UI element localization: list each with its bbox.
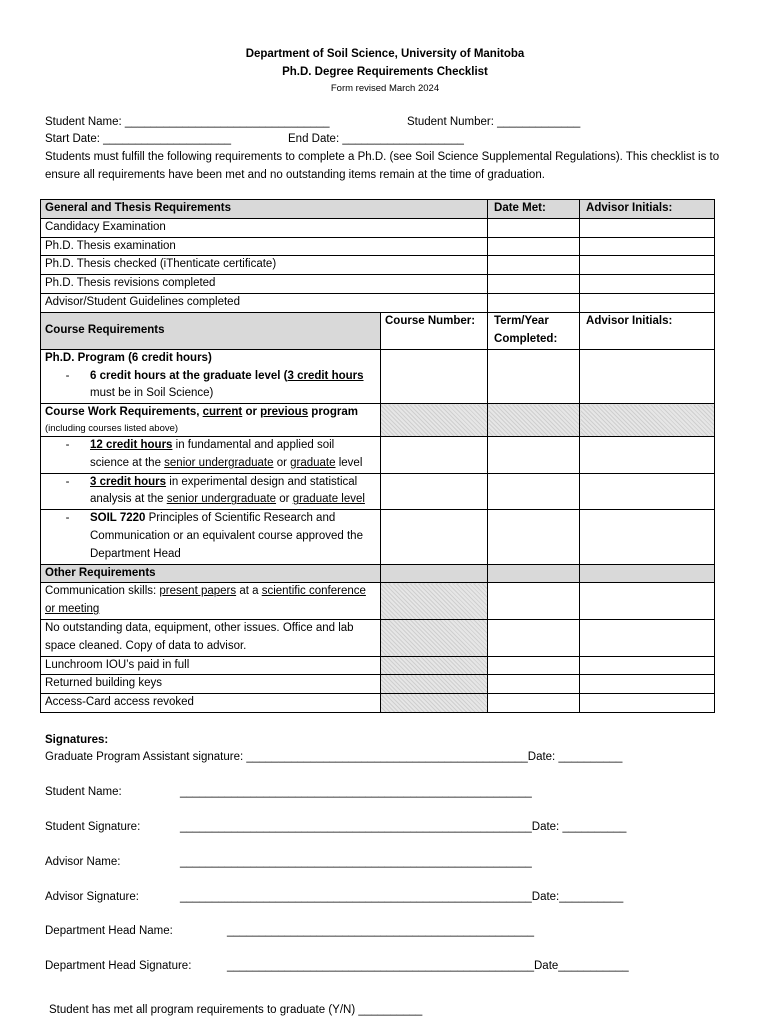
general-header: General and Thesis Requirements bbox=[41, 200, 488, 219]
other-item: Access-Card access revoked bbox=[41, 694, 381, 713]
date-met-cell[interactable] bbox=[488, 275, 580, 294]
other-item: Returned building keys bbox=[41, 675, 381, 694]
term-year-header: Term/Year Completed: bbox=[488, 312, 580, 349]
initials-cell[interactable] bbox=[580, 583, 715, 620]
table-row bbox=[41, 694, 715, 713]
course-work-cell bbox=[41, 404, 381, 437]
shaded-cell bbox=[381, 404, 488, 437]
course-work-text-a: Course Work Requirements, bbox=[45, 406, 203, 419]
gpa-signature-line[interactable]: Graduate Program Assistant signature: ____________________________________________Date: __________ bbox=[45, 751, 623, 763]
grad-level-text-a: 6 credit hours at the graduate level ( bbox=[90, 369, 288, 382]
general-header-row bbox=[41, 200, 715, 219]
term-year-cell[interactable] bbox=[488, 583, 580, 620]
initials-cell[interactable] bbox=[580, 256, 715, 275]
student-number-field[interactable]: Student Number: _____________ bbox=[407, 116, 581, 128]
bullet-cell bbox=[41, 473, 381, 510]
bullet-cell bbox=[41, 436, 381, 473]
phd-program-label: Ph.D. Program (6 credit hours) bbox=[45, 351, 212, 364]
initials-cell[interactable] bbox=[580, 275, 715, 294]
term-year-cell[interactable] bbox=[488, 675, 580, 694]
shaded-cell bbox=[381, 656, 488, 675]
general-item: Ph.D. Thesis checked (iThenticate certificate) bbox=[41, 256, 488, 275]
advisor-initials-header: Advisor Initials: bbox=[580, 200, 715, 219]
phd-program-cell bbox=[41, 349, 381, 403]
date-met-cell[interactable] bbox=[488, 218, 580, 237]
course-number-cell[interactable] bbox=[381, 436, 488, 473]
course-number-header: Course Number: bbox=[381, 312, 488, 349]
date-met-cell[interactable] bbox=[488, 256, 580, 275]
initials-cell[interactable] bbox=[580, 436, 715, 473]
term-year-cell[interactable] bbox=[488, 436, 580, 473]
other-header: Other Requirements bbox=[41, 564, 381, 583]
course-header: Course Requirements bbox=[41, 312, 381, 349]
course-work-text-b: program bbox=[308, 406, 358, 419]
table-row bbox=[41, 237, 715, 256]
comm-text-d: scientific conference or meeting bbox=[45, 585, 366, 616]
b3-text-b: Principles of Scientific Research and Communication or an equivalent course approved the Department Head bbox=[90, 512, 363, 560]
table-row bbox=[41, 275, 715, 294]
shaded-cell bbox=[381, 583, 488, 620]
student-name-field[interactable]: Student Name: ________________________________ bbox=[45, 116, 330, 128]
table-row bbox=[41, 510, 715, 564]
dash-icon: - bbox=[65, 512, 70, 525]
table-row bbox=[41, 218, 715, 237]
student-signature-label: Student Signature: bbox=[45, 821, 141, 833]
start-date-field[interactable]: Start Date: ____________________ bbox=[45, 133, 232, 145]
advisor-name-line[interactable]: _______________________________________________________ bbox=[180, 856, 532, 868]
comm-text-c: at a bbox=[236, 585, 262, 598]
general-item: Candidacy Examination bbox=[41, 218, 488, 237]
b1-text-f: level bbox=[335, 456, 363, 469]
shaded-cell bbox=[381, 675, 488, 694]
term-year-cell[interactable] bbox=[488, 694, 580, 713]
course-work-current: current bbox=[202, 406, 243, 419]
form-title: Department of Soil Science, University of Manitoba bbox=[245, 48, 525, 60]
shaded-cell bbox=[488, 404, 580, 437]
shaded-cell bbox=[381, 619, 488, 656]
advisor-signature-line[interactable]: _______________________________________________________Date:__________ bbox=[180, 891, 624, 903]
head-signature-label: Department Head Signature: bbox=[45, 960, 192, 972]
shaded-cell bbox=[381, 564, 488, 583]
general-item: Ph.D. Thesis examination bbox=[41, 237, 488, 256]
table-row bbox=[41, 619, 715, 656]
advisor-name-label: Advisor Name: bbox=[45, 856, 121, 868]
b2-text-a: 3 credit hours bbox=[90, 475, 167, 488]
dash-icon: - bbox=[65, 369, 70, 382]
initials-cell[interactable] bbox=[580, 237, 715, 256]
graduation-confirmation[interactable]: Student has met all program requirements to graduate (Y/N) __________ bbox=[49, 1004, 423, 1016]
list-item bbox=[45, 510, 376, 563]
term-year-cell[interactable] bbox=[488, 510, 580, 564]
student-name-line[interactable]: _______________________________________________________ bbox=[180, 786, 532, 798]
other-header-row bbox=[41, 564, 715, 583]
initials-cell[interactable] bbox=[580, 473, 715, 510]
table-row bbox=[41, 293, 715, 312]
course-work-previous: previous bbox=[260, 406, 309, 419]
b1-text-b: in fundamental and applied soil science at the bbox=[90, 438, 335, 469]
date-met-header: Date Met: bbox=[488, 200, 580, 219]
table-row bbox=[41, 583, 715, 620]
general-item: Ph.D. Thesis revisions completed bbox=[41, 275, 488, 294]
grad-level-text-c: must be in Soil Science) bbox=[90, 387, 214, 400]
list-item bbox=[45, 474, 376, 510]
course-header-row bbox=[41, 312, 715, 349]
form-subtitle: Ph.D. Degree Requirements Checklist bbox=[282, 66, 488, 78]
grad-level-text-b: 3 credit hours bbox=[287, 369, 364, 382]
initials-cell[interactable] bbox=[580, 675, 715, 694]
course-number-cell[interactable] bbox=[381, 473, 488, 510]
table-row bbox=[41, 256, 715, 275]
dash-icon: - bbox=[65, 475, 70, 488]
table-row bbox=[41, 675, 715, 694]
table-row bbox=[41, 473, 715, 510]
shaded-cell bbox=[381, 694, 488, 713]
signatures-heading: Signatures: bbox=[45, 734, 109, 746]
list-item bbox=[45, 437, 376, 473]
comm-text-a: Communication skills: bbox=[45, 585, 160, 598]
course-work-note: (including courses listed above) bbox=[45, 422, 179, 434]
term-year-cell[interactable] bbox=[488, 473, 580, 510]
course-number-cell[interactable] bbox=[381, 510, 488, 564]
course-number-cell[interactable] bbox=[381, 349, 488, 403]
list-item bbox=[45, 368, 376, 404]
shaded-cell bbox=[580, 404, 715, 437]
b3-text-a: SOIL 7220 bbox=[90, 512, 146, 525]
initials-cell[interactable] bbox=[580, 619, 715, 656]
term-year-cell[interactable] bbox=[488, 349, 580, 403]
advisor-initials-header-2: Advisor Initials: bbox=[580, 312, 715, 349]
table-row bbox=[41, 656, 715, 675]
comm-text-b: present papers bbox=[159, 585, 237, 598]
b2-text-b: in experimental design and statistical analysis at the bbox=[90, 475, 358, 506]
b1-text-e: graduate bbox=[290, 456, 336, 469]
initials-cell[interactable] bbox=[580, 218, 715, 237]
b2-text-e: graduate level bbox=[292, 493, 365, 506]
general-item: Advisor/Student Guidelines completed bbox=[41, 293, 488, 312]
head-name-label: Department Head Name: bbox=[45, 925, 173, 937]
initials-cell[interactable] bbox=[580, 694, 715, 713]
requirements-table bbox=[40, 199, 715, 713]
b1-text-a: 12 credit hours bbox=[90, 438, 173, 451]
bullet-cell bbox=[41, 510, 381, 564]
initials-cell[interactable] bbox=[580, 293, 715, 312]
date-met-cell[interactable] bbox=[488, 237, 580, 256]
head-signature-line[interactable]: ________________________________________________Date___________ bbox=[227, 960, 629, 972]
advisor-signature-label: Advisor Signature: bbox=[45, 891, 139, 903]
b1-text-d: or bbox=[273, 456, 291, 469]
table-row bbox=[41, 404, 715, 437]
term-year-cell[interactable] bbox=[488, 619, 580, 656]
initials-cell[interactable] bbox=[580, 510, 715, 564]
revision-note: Form revised March 2024 bbox=[330, 83, 440, 94]
other-item bbox=[41, 583, 381, 620]
initials-cell[interactable] bbox=[580, 349, 715, 403]
term-year-cell[interactable] bbox=[488, 656, 580, 675]
dash-icon: - bbox=[65, 438, 70, 451]
b2-text-c: senior undergraduate bbox=[166, 493, 277, 506]
intro-paragraph: Students must fulfill the following requirements to complete a Ph.D. (see Soil Science Supplemental Regulations). This checklist is to ensure all requirements have been met and no outstanding items remain at the time of graduation. bbox=[45, 151, 720, 181]
table-row bbox=[41, 349, 715, 403]
date-met-cell[interactable] bbox=[488, 293, 580, 312]
head-name-line[interactable]: ________________________________________________ bbox=[227, 925, 534, 937]
student-signature-line[interactable]: _______________________________________________________Date: __________ bbox=[180, 821, 627, 833]
table-row bbox=[41, 436, 715, 473]
student-name-label: Student Name: bbox=[45, 786, 122, 798]
course-work-or: or bbox=[242, 406, 261, 419]
initials-cell[interactable] bbox=[580, 656, 715, 675]
b2-text-d: or bbox=[276, 493, 293, 506]
end-date-field[interactable]: End Date: ___________________ bbox=[288, 133, 464, 145]
b1-text-c: senior undergraduate bbox=[164, 456, 274, 469]
other-item: Lunchroom IOU’s paid in full bbox=[41, 656, 381, 675]
other-item: No outstanding data, equipment, other issues. Office and lab space cleaned. Copy of data to advisor. bbox=[41, 619, 381, 656]
